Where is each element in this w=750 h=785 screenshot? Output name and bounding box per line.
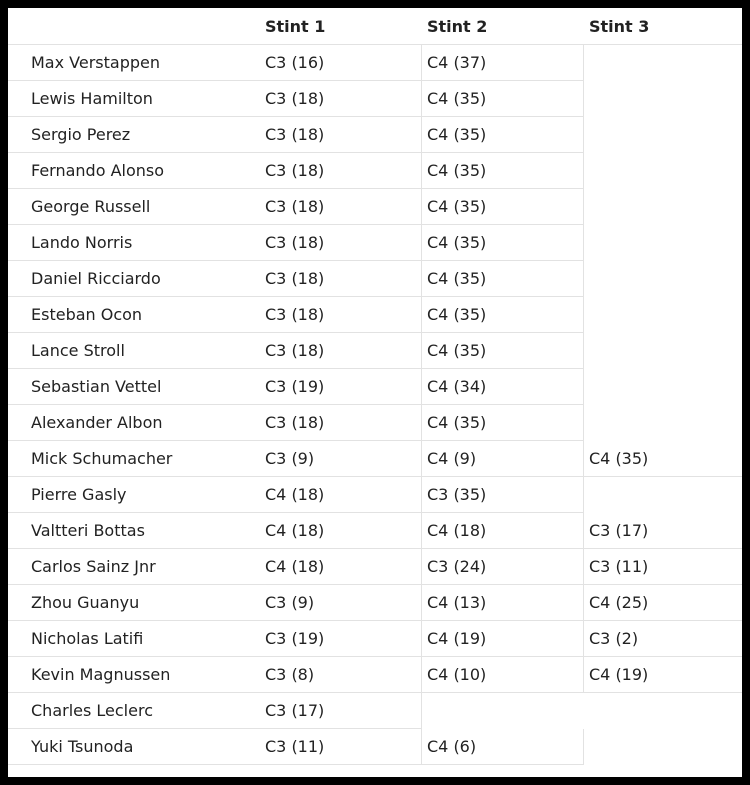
stint-2-cell: C4 (35): [422, 81, 584, 117]
driver-name-cell: Yuki Tsunoda: [9, 729, 260, 765]
stint-1-cell: C3 (9): [260, 441, 422, 477]
driver-name-cell: Daniel Ricciardo: [9, 261, 260, 297]
table-row: [9, 261, 743, 297]
stint-3-cell: C3 (2): [584, 621, 743, 657]
stint-2-cell: C4 (37): [422, 45, 584, 81]
stint-3-cell: [584, 81, 743, 117]
driver-name-cell: Sebastian Vettel: [9, 369, 260, 405]
stint-1-cell: C3 (16): [260, 45, 422, 81]
table-row: [9, 441, 743, 477]
stint-1-cell: C3 (18): [260, 261, 422, 297]
stint-1-cell: C3 (18): [260, 297, 422, 333]
stint-1-cell: C3 (18): [260, 117, 422, 153]
stint-3-cell: [584, 225, 743, 261]
table-row: [9, 621, 743, 657]
stint-1-cell: C3 (18): [260, 333, 422, 369]
stint-2-cell: C4 (19): [422, 621, 584, 657]
stint-1-cell: C3 (18): [260, 189, 422, 225]
stint-3-cell: [584, 261, 743, 297]
table-row: [9, 45, 743, 81]
stint-2-cell: C4 (9): [422, 441, 584, 477]
stint-2-cell: C4 (35): [422, 297, 584, 333]
driver-name-cell: Nicholas Latifi: [9, 621, 260, 657]
stint-2-cell: C4 (35): [422, 405, 584, 441]
driver-name-cell: Kevin Magnussen: [9, 657, 260, 693]
driver-name-cell: Esteban Ocon: [9, 297, 260, 333]
driver-name-cell: Lewis Hamilton: [9, 81, 260, 117]
stint-3-cell: [584, 333, 743, 369]
driver-name-cell: Valtteri Bottas: [9, 513, 260, 549]
stint-1-cell: C3 (18): [260, 153, 422, 189]
stint-2-cell: C4 (18): [422, 513, 584, 549]
stint-3-cell: [584, 153, 743, 189]
stint-2-cell: C4 (35): [422, 189, 584, 225]
header-stint-3: Stint 3: [584, 9, 743, 45]
table-row: [9, 189, 743, 225]
table-row: [9, 693, 743, 729]
table-body: [9, 45, 743, 765]
stint-3-cell: C4 (35): [584, 441, 743, 477]
table-row: [9, 585, 743, 621]
driver-name-cell: Charles Leclerc: [9, 693, 260, 729]
stint-1-cell: C3 (9): [260, 585, 422, 621]
table-row: [9, 297, 743, 333]
table-row: [9, 117, 743, 153]
stint-1-cell: C3 (17): [260, 693, 422, 729]
stint-3-cell: C3 (11): [584, 549, 743, 585]
stint-2-cell: C4 (35): [422, 117, 584, 153]
stint-1-cell: C3 (11): [260, 729, 422, 765]
header-stint-1: Stint 1: [260, 9, 422, 45]
table-row: [9, 81, 743, 117]
driver-name-cell: Max Verstappen: [9, 45, 260, 81]
table-row: [9, 549, 743, 585]
stint-2-cell: C4 (13): [422, 585, 584, 621]
stint-2-cell: C4 (10): [422, 657, 584, 693]
driver-name-cell: Pierre Gasly: [9, 477, 260, 513]
driver-name-cell: Lando Norris: [9, 225, 260, 261]
table-row: [9, 657, 743, 693]
driver-name-cell: Alexander Albon: [9, 405, 260, 441]
stint-2-cell: C4 (34): [422, 369, 584, 405]
header-stint-2: Stint 2: [422, 9, 584, 45]
stint-1-cell: C3 (8): [260, 657, 422, 693]
stint-2-cell: C4 (35): [422, 261, 584, 297]
stint-2-cell: C3 (24): [422, 549, 584, 585]
driver-name-cell: Lance Stroll: [9, 333, 260, 369]
table-row: [9, 153, 743, 189]
table-row: [9, 333, 743, 369]
driver-name-cell: George Russell: [9, 189, 260, 225]
stint-3-cell: [584, 693, 743, 729]
stint-1-cell: C3 (19): [260, 621, 422, 657]
stint-3-cell: [584, 117, 743, 153]
stint-2-cell: C4 (35): [422, 153, 584, 189]
table-row: [9, 477, 743, 513]
stint-3-cell: C4 (19): [584, 657, 743, 693]
stint-3-cell: C4 (25): [584, 585, 743, 621]
table-row: [9, 729, 743, 765]
stint-3-cell: C3 (17): [584, 513, 743, 549]
table-row: [9, 405, 743, 441]
stint-1-cell: C3 (18): [260, 81, 422, 117]
table-row: [9, 513, 743, 549]
stint-3-cell: [584, 45, 743, 81]
stint-1-cell: C4 (18): [260, 477, 422, 513]
driver-name-cell: Fernando Alonso: [9, 153, 260, 189]
tyre-strategy-sheet: [8, 8, 742, 777]
stint-1-cell: C3 (19): [260, 369, 422, 405]
driver-name-cell: Sergio Perez: [9, 117, 260, 153]
stint-1-cell: C4 (18): [260, 513, 422, 549]
stint-3-cell: [584, 297, 743, 333]
stint-2-cell: C3 (35): [422, 477, 584, 513]
stint-1-cell: C3 (18): [260, 405, 422, 441]
header-row: [9, 9, 743, 45]
stint-2-cell: C4 (6): [422, 729, 584, 765]
stint-2-cell: C4 (35): [422, 225, 584, 261]
driver-name-cell: Carlos Sainz Jnr: [9, 549, 260, 585]
stint-3-cell: [584, 477, 743, 513]
stint-3-cell: [584, 369, 743, 405]
header-driver: [9, 9, 260, 45]
stint-2-cell: C4 (35): [422, 333, 584, 369]
driver-name-cell: Mick Schumacher: [9, 441, 260, 477]
stint-3-cell: [584, 189, 743, 225]
tyre-strategy-table: [8, 8, 742, 765]
stint-1-cell: C3 (18): [260, 225, 422, 261]
stint-3-cell: [584, 405, 743, 441]
stint-1-cell: C4 (18): [260, 549, 422, 585]
table-row: [9, 369, 743, 405]
stint-2-cell: [422, 693, 584, 729]
stint-3-cell: [584, 729, 743, 765]
table-row: [9, 225, 743, 261]
driver-name-cell: Zhou Guanyu: [9, 585, 260, 621]
